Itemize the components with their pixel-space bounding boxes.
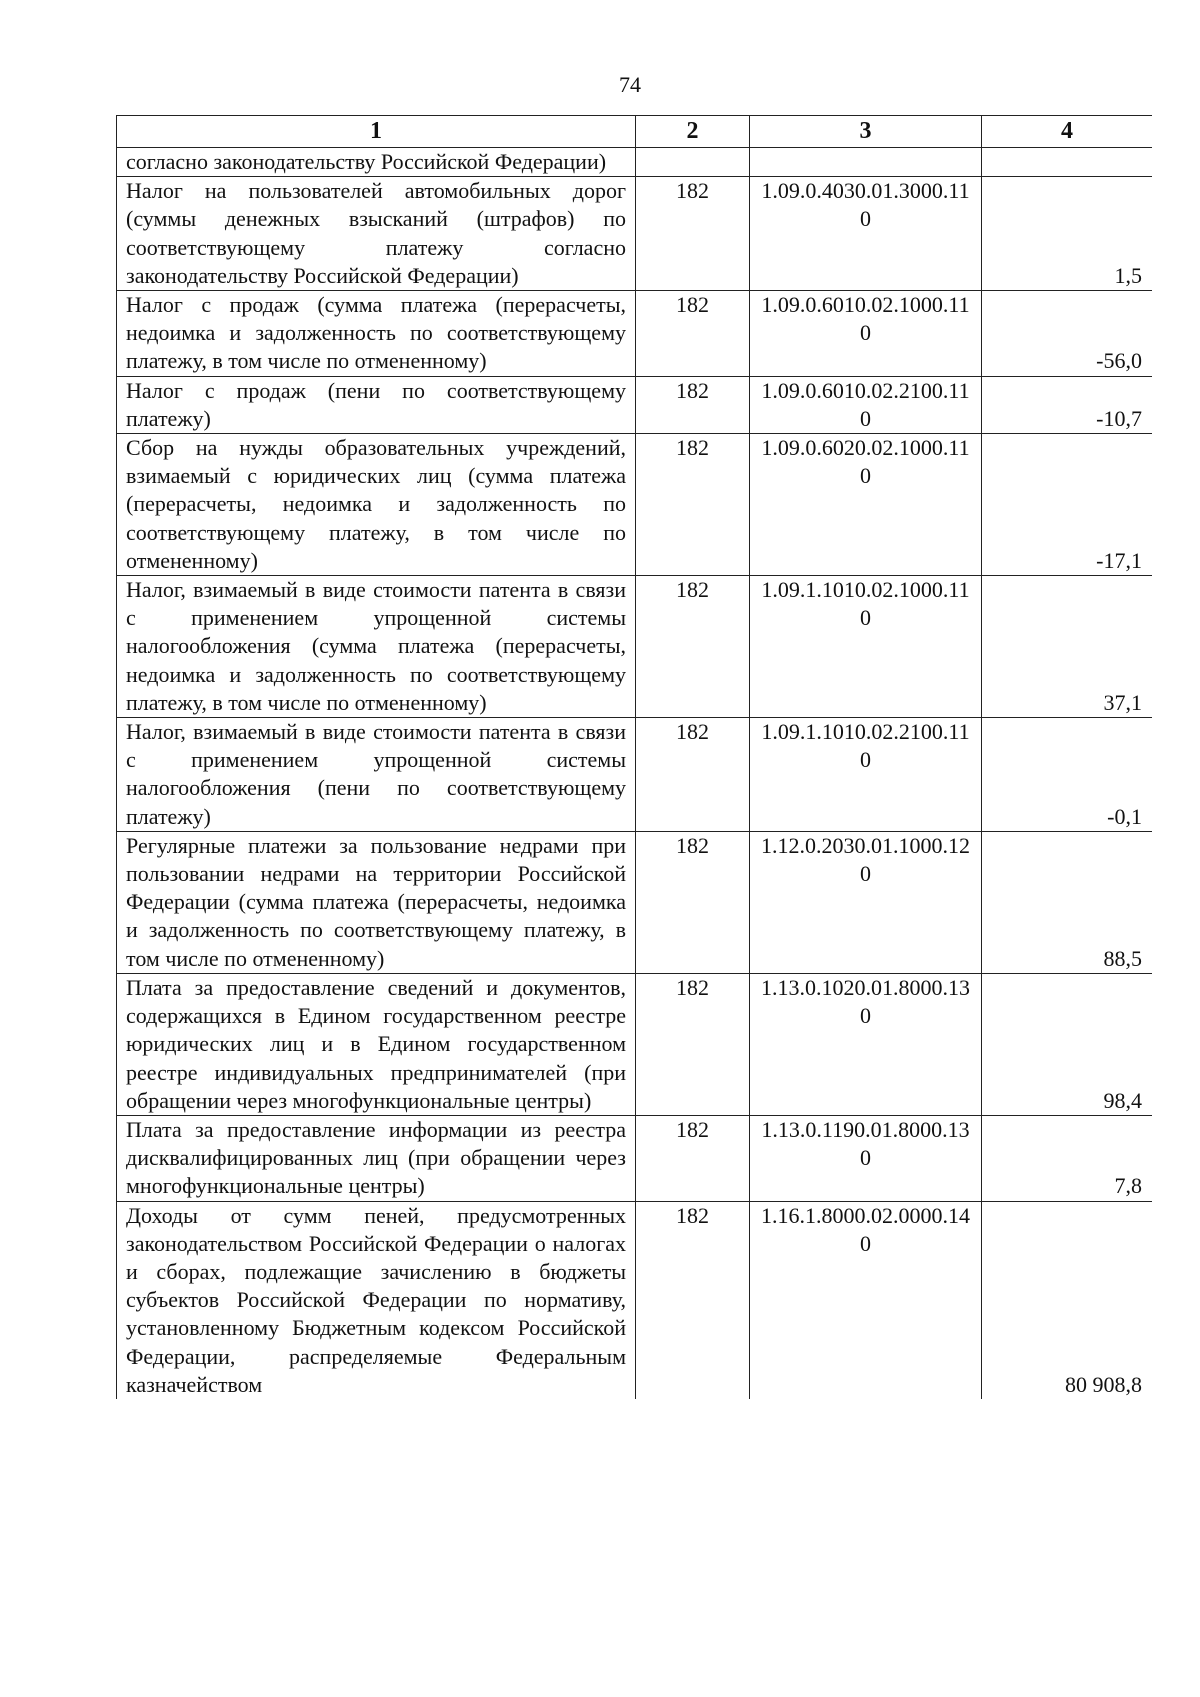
budget-code-cell: 1.13.0.1020.01.8000.130 — [750, 973, 982, 1115]
description-cell: Налог, взимаемый в виде стоимости патента в связи с применением упрощенной системы налогообложения (пени по соответствующему платежу) — [117, 718, 636, 832]
amount-cell: 7,8 — [982, 1115, 1153, 1201]
admin-code-cell: 182 — [636, 376, 750, 433]
table-row — [117, 831, 1153, 973]
description-cell: Регулярные платежи за пользование недрами при пользовании недрами на территории Российской Федерации (сумма платежа (перерасчеты, недоимка и задолженность по соответствующему платежу, в том числе по отмененному) — [117, 831, 636, 973]
table-row — [117, 148, 1153, 177]
amount-cell: -0,1 — [982, 718, 1153, 832]
amount-cell: 37,1 — [982, 576, 1153, 718]
amount-cell: 1,5 — [982, 177, 1153, 291]
table-row — [117, 1115, 1153, 1201]
page-number: 74 — [619, 72, 641, 97]
admin-code-cell: 182 — [636, 434, 750, 576]
admin-code-cell — [636, 148, 750, 177]
budget-code-cell: 1.13.0.1190.01.8000.130 — [750, 1115, 982, 1201]
column-header-3: 3 — [750, 116, 982, 148]
description-cell: Доходы от сумм пеней, предусмотренных законодательством Российской Федерации о налогах и сборах, подлежащие зачислению в бюджеты субъектов Российской Федерации по нормативу, установленному Бюджетным кодексом Российской Федерации, распределяемые Федеральным казначейством — [117, 1201, 636, 1399]
amount-cell: -10,7 — [982, 376, 1153, 433]
table-header-row — [117, 116, 1153, 148]
table-row — [117, 576, 1153, 718]
table-row — [117, 434, 1153, 576]
description-cell: Налог с продаж (сумма платежа (перерасчеты, недоимка и задолженность по соответствующему платежу, в том числе по отмененному) — [117, 291, 636, 377]
admin-code-cell: 182 — [636, 831, 750, 973]
description-cell: Налог на пользователей автомобильных дорог (суммы денежных взысканий (штрафов) по соответствующему платежу согласно законодательству Российской Федерации) — [117, 177, 636, 291]
description-cell: Сбор на нужды образовательных учреждений, взимаемый с юридических лиц (сумма платежа (перерасчеты, недоимка и задолженность по соответствующему платежу, в том числе по отмененному) — [117, 434, 636, 576]
table-row — [117, 376, 1153, 433]
description-cell: Плата за предоставление сведений и документов, содержащихся в Едином государственном реестре юридических лиц и в Едином государственном реестре индивидуальных предпринимателей (при обращении через многофункциональные центры) — [117, 973, 636, 1115]
budget-table — [116, 115, 1152, 1399]
budget-code-cell: 1.09.0.6020.02.1000.110 — [750, 434, 982, 576]
table-row — [117, 973, 1153, 1115]
table-row — [117, 718, 1153, 832]
admin-code-cell: 182 — [636, 1201, 750, 1399]
budget-code-cell: 1.09.0.6010.02.1000.110 — [750, 291, 982, 377]
amount-cell — [982, 148, 1153, 177]
amount-cell: -56,0 — [982, 291, 1153, 377]
description-cell: Плата за предоставление информации из реестра дисквалифицированных лиц (при обращении через многофункциональные центры) — [117, 1115, 636, 1201]
table-row — [117, 177, 1153, 291]
budget-code-cell: 1.09.1.1010.02.1000.110 — [750, 576, 982, 718]
table-row — [117, 1201, 1153, 1399]
admin-code-cell: 182 — [636, 177, 750, 291]
column-header-4: 4 — [982, 116, 1153, 148]
budget-code-cell: 1.09.0.4030.01.3000.110 — [750, 177, 982, 291]
amount-cell: 88,5 — [982, 831, 1153, 973]
column-header-2: 2 — [636, 116, 750, 148]
admin-code-cell: 182 — [636, 718, 750, 832]
budget-code-cell: 1.09.1.1010.02.2100.110 — [750, 718, 982, 832]
admin-code-cell: 182 — [636, 973, 750, 1115]
amount-cell: 80 908,8 — [982, 1201, 1153, 1399]
amount-cell: -17,1 — [982, 434, 1153, 576]
description-cell: Налог с продаж (пени по соответствующему платежу) — [117, 376, 636, 433]
description-cell: согласно законодательству Российской Федерации) — [117, 148, 636, 177]
amount-cell: 98,4 — [982, 973, 1153, 1115]
description-cell: Налог, взимаемый в виде стоимости патента в связи с применением упрощенной системы налогообложения (сумма платежа (перерасчеты, недоимка и задолженность по соответствующему платежу, в том числе по отмененному) — [117, 576, 636, 718]
budget-code-cell — [750, 148, 982, 177]
budget-code-cell: 1.09.0.6010.02.2100.110 — [750, 376, 982, 433]
budget-table-container — [116, 115, 1152, 1605]
table-body — [117, 148, 1153, 1399]
budget-code-cell: 1.12.0.2030.01.1000.120 — [750, 831, 982, 973]
admin-code-cell: 182 — [636, 291, 750, 377]
admin-code-cell: 182 — [636, 1115, 750, 1201]
admin-code-cell: 182 — [636, 576, 750, 718]
table-row — [117, 291, 1153, 377]
column-header-1: 1 — [117, 116, 636, 148]
budget-code-cell: 1.16.1.8000.02.0000.140 — [750, 1201, 982, 1399]
